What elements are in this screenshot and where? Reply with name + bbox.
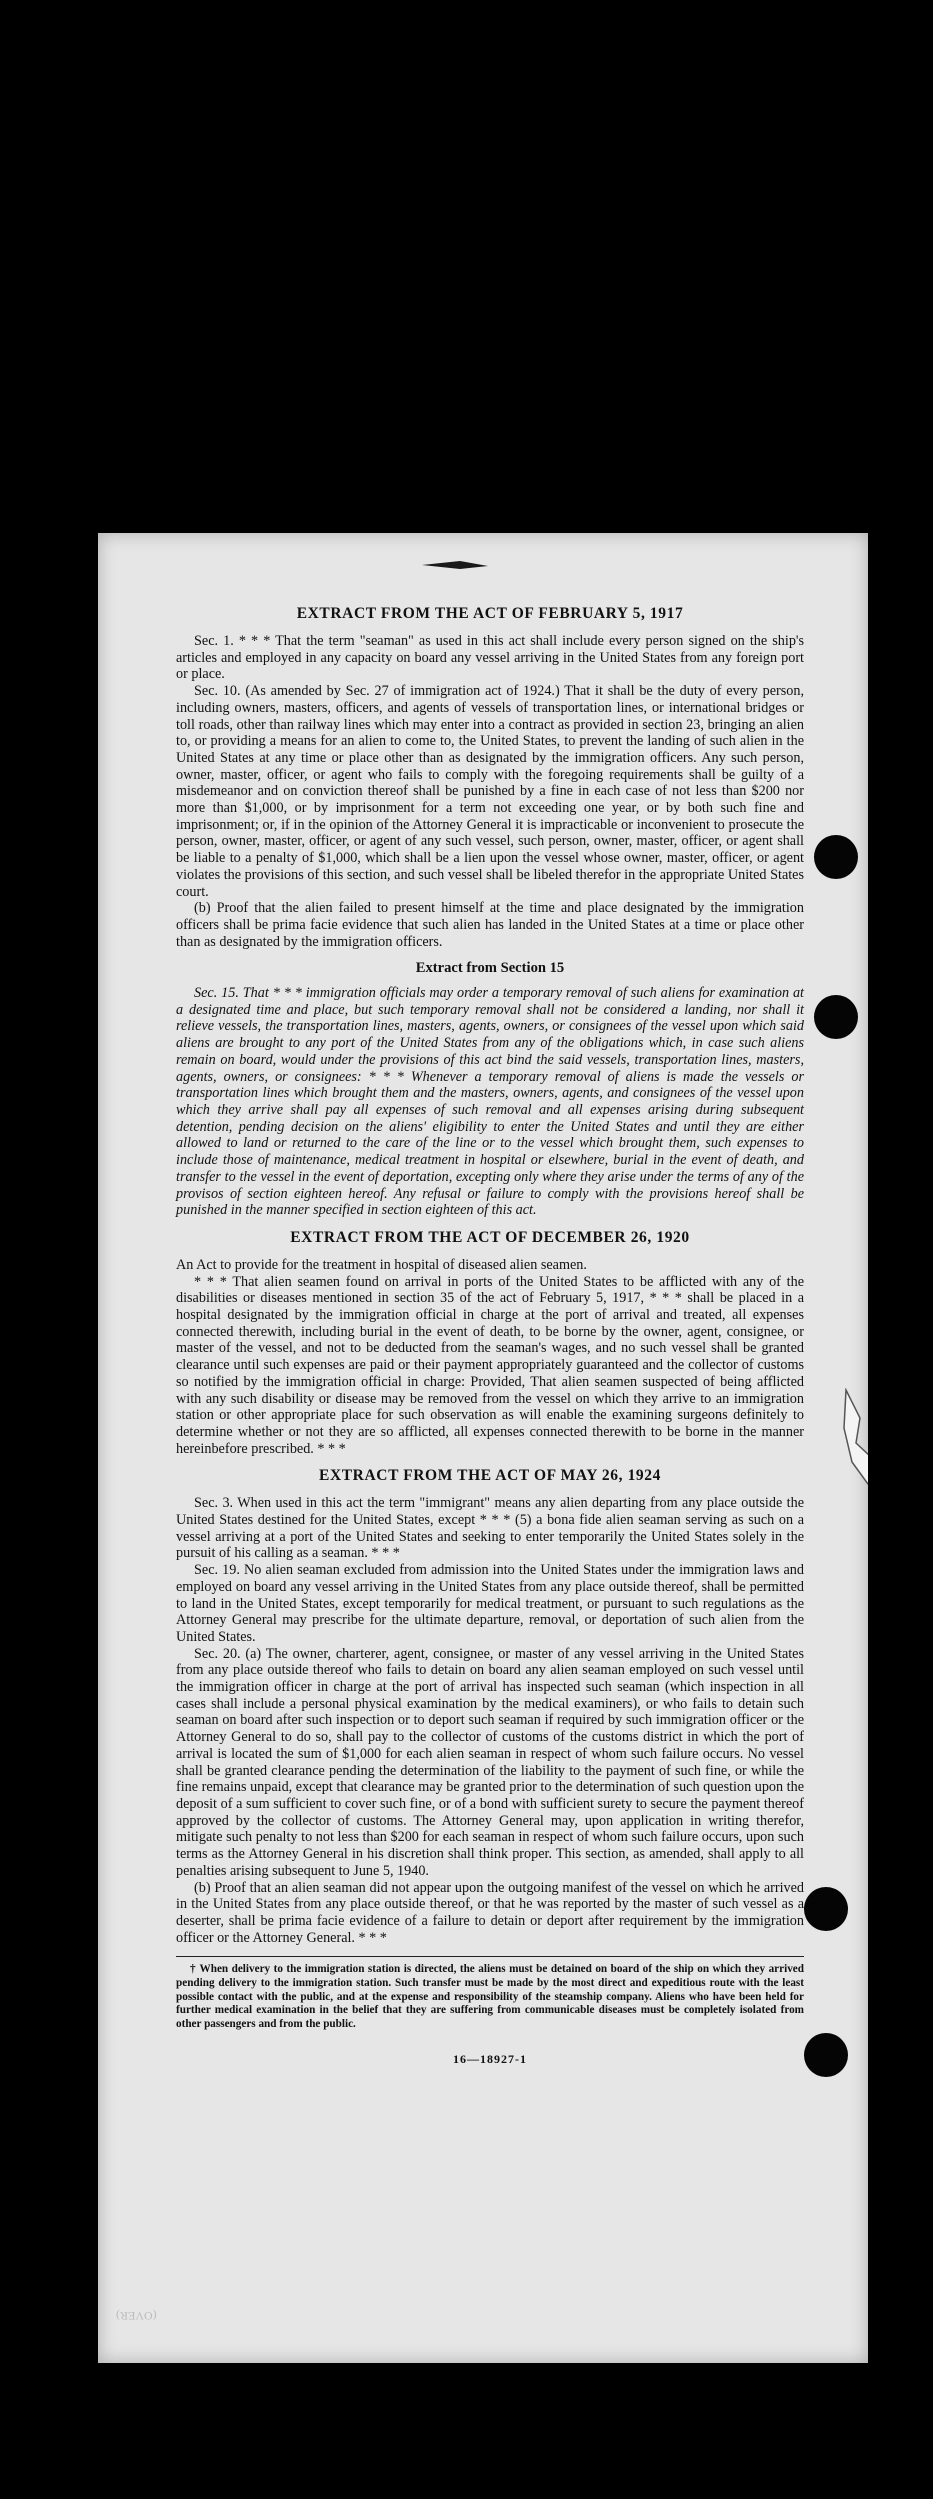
sec-10-paragraph: Sec. 10. (As amended by Sec. 27 of immigration act of 1924.) That it shall be the duty of every person, including owners, masters, officers, and agents of vessels of transportation lines, or international bridges or toll roads, other than railway lines which may enter into a contract as provided in section 23, bringing an alien to, or providing a means for an alien to come to, the United States, to prevent the landing of such alien in the United States at any time or place other than as designated by the immigration officers. Any such person, owner, master, officer, or agent who fails to comply with the foregoing requirements shall be guilty of a misdemeanor and on conviction thereof shall be punished by a fine in each case of not less than $200 nor more than $1,000, or by imprisonment for a term not exceeding one year, or by both such fine and imprisonment; or, if in the opinion of the Attorney General it is impracticable or inconvenient to prosecute the person, owner, master, officer, or agent of any such vessel, such person, owner, master, officer, or agent shall be liable to a penalty of $1,000, which shall be a lien upon the vessel whose owner, master, officer, or agent violates the provisions of this section, and such vessel shall be libeled therefor in the appropriate United States court. xyxy=(176,683,804,900)
punch-hole xyxy=(814,835,858,879)
sec-20-b-paragraph: (b) Proof that an alien seaman did not appear upon the outgoing manifest of the vessel on which he arrived in the United States from any place outside thereof, or that he was reported by the master of such vessel as a deserter, shall be prima facie evidence of a failure to detain or deport after requirement by the immigration officer or the Attorney General. * * * xyxy=(176,1879,804,1946)
form-number: 16—18927-1 xyxy=(453,2052,527,2067)
footnote-divider xyxy=(176,1956,804,1957)
footnote xyxy=(176,1963,804,2031)
act-1917-section xyxy=(176,605,804,950)
sec-10-b-paragraph: (b) Proof that the alien failed to present himself at the time and place designated by the immigration officers shall be prima facie evidence that such alien has landed in the United States at a time or place other than as designated by the immigration officers. xyxy=(176,900,804,950)
document-text xyxy=(176,605,804,2068)
heading-act-1920: EXTRACT FROM THE ACT OF DECEMBER 26, 1920 xyxy=(290,1228,690,1246)
punch-hole xyxy=(804,1887,848,1931)
sec-1-paragraph: Sec. 1. * * * That the term "seaman" as used in this act shall include every person signed on the ship's articles and employed in any capacity on board any vessel arriving in the United States from any foreign port or place. xyxy=(176,633,804,683)
heading-act-1924: EXTRACT FROM THE ACT OF MAY 26, 1924 xyxy=(319,1467,661,1485)
torn-paper-fragment xyxy=(838,1388,868,1488)
document-page xyxy=(98,533,868,2363)
heading-act-1917: EXTRACT FROM THE ACT OF FEBRUARY 5, 1917 xyxy=(296,605,684,622)
heading-section-15: Extract from Section 15 xyxy=(415,960,565,977)
act-1920-intro: An Act to provide for the treatment in hospital of diseased alien seamen. xyxy=(176,1256,587,1273)
sec-3-paragraph: Sec. 3. When used in this act the term "immigrant" means any alien departing from any place outside the United States destined for the United States, except * * * (5) a bona fide alien seaman serving as such on a vessel arriving at a port of the United States and seeking to enter temporarily the United States solely in the pursuit of his calling as a seaman. * * * xyxy=(176,1495,804,1562)
act-1924-section xyxy=(176,1467,804,1946)
punch-hole xyxy=(814,995,858,1039)
act-1920-section xyxy=(176,1229,804,1457)
punch-hole xyxy=(804,2033,848,2077)
act-1920-body: * * * That alien seamen found on arrival in ports of the United States to be afflicted with any of the disabilities or diseases mentioned in section 35 of the act of February 5, 1917, * * * shall be placed in a hospital designated by the immigration official in charge at the port of arrival and treated, all expenses connected therewith, including burial in the event of death, to be borne by the owner, agent, consignee, or master of the vessel, and not to be deducted from the seaman's wages, and no such vessel shall be granted clearance until such expenses are paid or their payment appropriately guaranteed and the collector of customs so notified by the immigration official in charge: Provided, That alien seamen suspected of being afflicted with any such disability or disease may be removed from the vessel on which they arrive to an immigration station or other appropriate place for such observation as will enable the examining surgeons definitely to determine whether or not they are so afflicted, all expenses connected therewith to be borne in the manner hereinbefore prescribed. * * * xyxy=(176,1273,804,1457)
footnote-text: † When delivery to the immigration station is directed, the aliens must be detained on board of the ship on which they arrived pending delivery to the immigration station. Such transfer must be made by the most direct and expeditious route with the least possible contact with the public, and at the expense and responsibility of the steamship company. Aliens who have been held for further medical examination in the belief that they are suffering from communicable diseases must be completely isolated from other passengers and from the public. xyxy=(176,1963,804,2030)
sec-15-paragraph: Sec. 15. That * * * immigration officials may order a temporary removal of such aliens for examination at a designated time and place, but such temporary removal shall not be considered a landing, nor shall it relieve vessels, the transportation lines, masters, agents, owners, or consignees of the vessel upon which said aliens are brought to any port of the United States from any of the obligations which, in case such aliens remain on board, would under the provisions of this act bind the said vessels, transportation lines, masters, agents, owners, or consignees: * * * Whenever a temporary removal of aliens is made the vessels or transportation lines which brought them and the masters, owners, agents, and consignees of the vessel upon which they arrive shall pay all expenses of such removal and all expenses arising during subsequent detention, pending decision on the aliens' eligibility to enter the United States and until they are either allowed to land or returned to the care of the line or to the vessel which brought them, such expenses to include those of maintenance, medical treatment in hospital or elsewhere, burial in the event of death, and transfer to the vessel in the event of deportation, excepting only where they arise under the terms of any of the provisos of section eighteen hereof. Any refusal or failure to comply with the provisions hereof shall be punished in the manner specified in section eighteen of this act. xyxy=(176,985,804,1219)
reverse-bleed-through: (OVER) xyxy=(116,2309,157,2323)
paper-clip-mark xyxy=(420,559,490,571)
section-15 xyxy=(176,960,804,1219)
sec-19-paragraph: Sec. 19. No alien seaman excluded from admission into the United States under the immigration laws and employed on board any vessel arriving in the United States from any place outside thereof, shall be permitted to land in the United States, except temporarily for medical treatment, or pursuant to such regulations as the Attorney General may prescribe for the ultimate departure, removal, or deportation of such alien from the United States. xyxy=(176,1562,804,1645)
sec-20-paragraph: Sec. 20. (a) The owner, charterer, agent, consignee, or master of any vessel arriving in the United States from any place outside thereof who fails to detain on board any alien seaman employed on such vessel until the immigration officer in charge at the port of arrival has inspected such seaman (which inspection in all cases shall include a personal physical examination by the medical examiners), or who fails to detain such seaman on board after such inspection or to deport such seaman if required by such immigration officer or the Attorney General to do so, shall pay to the collector of customs of the customs district in which the port of arrival is located the sum of $1,000 for each alien seaman in respect of whom such failure occurs. No vessel shall be granted clearance pending the determination of the liability to the payment of such fine, or while the fine remains unpaid, except that clearance may be granted prior to the determination of such question upon the deposit of a sum sufficient to cover such fine, or of a bond with sufficient surety to secure the payment thereof approved by the collector of customs. The Attorney General may, upon application in writing therefor, mitigate such penalty to not less than $200 for each seaman in respect of whom such failure occurs, upon such terms as the Attorney General in his discretion shall think proper. This section, as amended, shall apply to all penalties arising subsequent to June 5, 1940. xyxy=(176,1645,804,1879)
